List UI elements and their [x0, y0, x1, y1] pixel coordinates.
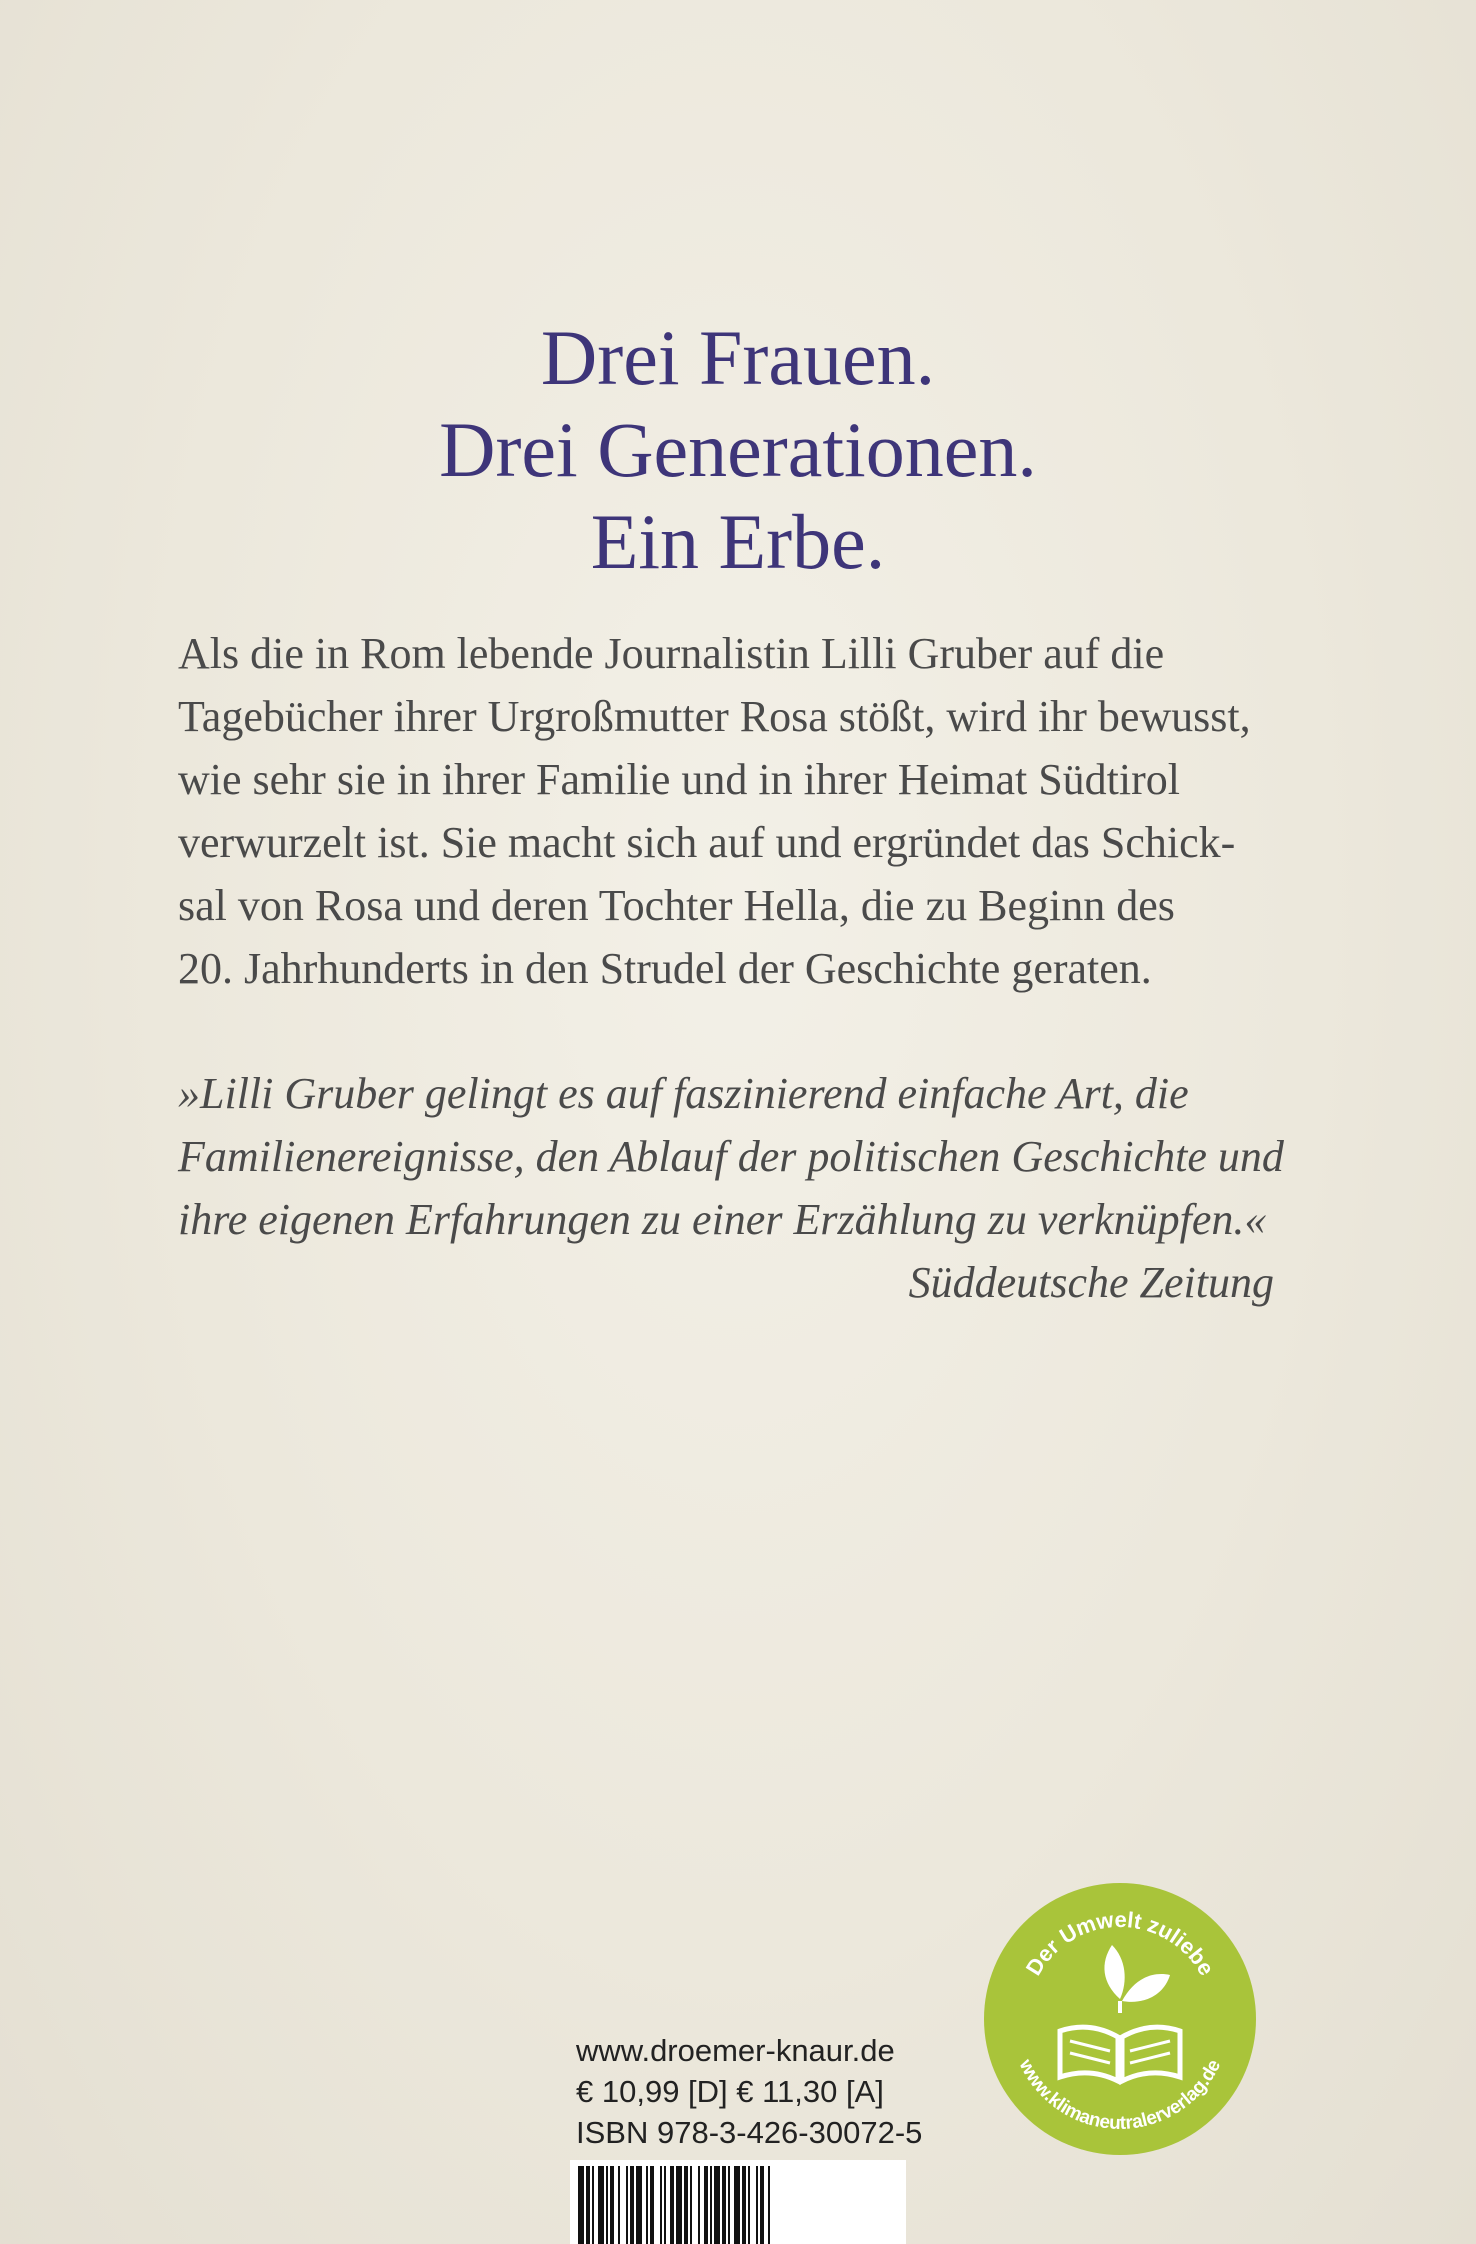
barcode-bar [618, 2166, 620, 2244]
barcode-bar [698, 2166, 700, 2244]
blurb-line: verwurzelt ist. Sie macht sich auf und ergründet das Schick- [178, 818, 1236, 867]
climate-neutral-seal [982, 1881, 1258, 2157]
headline-line-2: Drei Generationen. [439, 406, 1037, 493]
barcode-bar [690, 2166, 692, 2244]
barcode-bar [646, 2166, 648, 2244]
barcode-bar [748, 2166, 750, 2244]
barcode-bar [728, 2166, 730, 2244]
barcode-bar [768, 2166, 770, 2244]
blurb-line: Tagebücher ihrer Urgroßmutter Rosa stößt, wird ihr bewusst, [178, 692, 1251, 741]
barcode-bar [610, 2166, 614, 2244]
blurb-line: 20. Jahrhunderts in den Strudel der Geschichte geraten. [178, 944, 1152, 993]
barcode-bar [606, 2166, 608, 2244]
barcode-bar [722, 2166, 726, 2244]
publisher-info [576, 2030, 923, 2153]
barcode-bar [670, 2166, 674, 2244]
barcode-bar [742, 2166, 746, 2244]
headline-line-1: Drei Frauen. [540, 314, 936, 401]
barcode-bar [704, 2166, 708, 2244]
barcode-bar [660, 2166, 662, 2244]
barcode-bar [714, 2166, 720, 2244]
headline [0, 312, 1476, 588]
barcode-bar [630, 2166, 634, 2244]
quote-line: ihre eigenen Erfahrungen zu einer Erzählung zu verknüpfen.« [178, 1195, 1267, 1244]
quote-source: Süddeutsche Zeitung [908, 1258, 1274, 1307]
barcode-bar [760, 2166, 764, 2244]
barcode-bar [664, 2166, 666, 2244]
blurb-text [178, 622, 1308, 1000]
barcode [570, 2160, 906, 2244]
blurb-line: sal von Rosa und deren Tochter Hella, die zu Beginn des [178, 881, 1175, 930]
barcode-bar [636, 2166, 642, 2244]
barcode-bar [684, 2166, 688, 2244]
press-quote [178, 1062, 1284, 1314]
barcode-bar [734, 2166, 740, 2244]
seal-bottom-text: www.klimaneutralerverlag.de [1014, 2056, 1226, 2135]
barcode-bar [598, 2166, 604, 2244]
barcode-bar [710, 2166, 712, 2244]
barcode-bar [650, 2166, 654, 2244]
price-line: € 10,99 [D] € 11,30 [A] [576, 2074, 884, 2109]
isbn-line: ISBN 978-3-426-30072-5 [576, 2115, 923, 2150]
publisher-website: www.droemer-knaur.de [576, 2033, 895, 2068]
quote-line: Familienereignisse, den Ablauf der politischen Geschichte und [178, 1132, 1284, 1181]
seal-graphic [982, 1881, 1258, 2157]
barcode-bar [756, 2166, 758, 2244]
quote-line: »Lilli Gruber gelingt es auf faszinierend einfache Art, die [178, 1069, 1189, 1118]
barcode-bar [578, 2166, 584, 2244]
barcode-bar [676, 2166, 682, 2244]
barcode-bar [626, 2166, 628, 2244]
barcode-graphic [570, 2160, 906, 2244]
barcode-bar [586, 2166, 590, 2244]
barcode-bar [592, 2166, 594, 2244]
headline-line-3: Ein Erbe. [590, 498, 886, 585]
blurb-line: wie sehr sie in ihrer Familie und in ihrer Heimat Südtirol [178, 755, 1181, 804]
blurb-line: Als die in Rom lebende Journalistin Lilli Gruber auf die [178, 629, 1165, 678]
seal-top-text: Der Umwelt zuliebe [1020, 1906, 1220, 1980]
